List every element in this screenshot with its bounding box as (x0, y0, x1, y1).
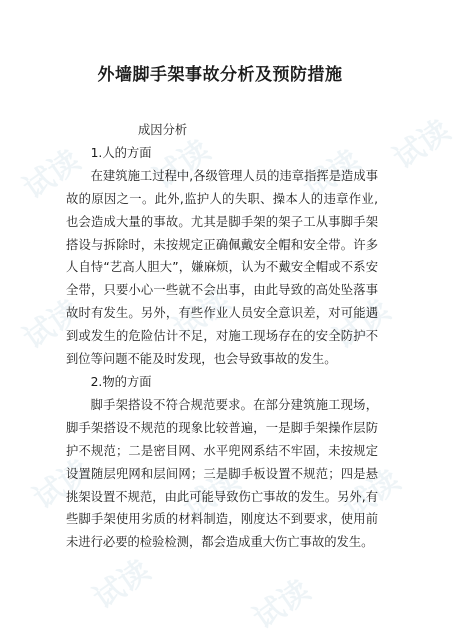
watermark-stamp: 试读 (17, 293, 87, 357)
section-paragraph-2: 脚手架搭设不符合规范要求。在部分建筑施工现场，脚手架搭设不规范的现象比较普遍，一是脚手架操作层防护不规范；二是密目网、水平兜网系结不牢固，未按规定设置随层兜网和层间网；三是脚手板设置不规范；四是悬挑架设置不规范，由此可能导致伤亡事故的发生。另外,有些脚手架使用劣质的材料制造，刚度达不到要求，使用前未进行必要的检验检测，都会造成重大伤亡事故的发生。 (66, 397, 378, 550)
watermark-stamp: 试读 (87, 553, 157, 617)
subtitle: 成因分析 (138, 123, 188, 137)
document-body (66, 119, 378, 554)
section-heading-1: 1.人的方面 (90, 145, 152, 160)
watermark-stamp: 试读 (167, 283, 237, 347)
section-paragraph-1: 在建筑施工过程中,各级管理人员的违章指挥是造成事故的原因之一。此外,监护人的失职、操本人的违章作业,也会造成大量的事故。尤其是脚手架的架子工从事脚手架搭设与拆除时，未按规定正确佩戴安全帽和安全带。许多人自恃“艺高人胆大”，嫌麻烦，认为不戴安全帽或不系安全带，只要小心一些就不会出事，由此导致的高处坠落事故时有发生。另外，有些作业人员安全意识差，对可能遇到或发生的危险估计不足，对施工现场存在的安全防护不到位等问题不能及时发现，也会导致事故的发生。 (66, 168, 378, 367)
watermark-stamp: 试读 (327, 293, 397, 357)
watermark-stamp: 试读 (247, 573, 317, 637)
watermark-stamp: 试读 (337, 463, 407, 527)
watermark-stamp: 试读 (297, 143, 367, 207)
watermark-stamp: 试读 (27, 453, 97, 517)
watermark-stamp: 试读 (17, 143, 87, 207)
section-heading-2: 2.物的方面 (90, 374, 152, 389)
watermark-stamp: 试读 (387, 113, 457, 177)
watermark-stamp: 试读 (147, 133, 217, 197)
document-title: 外墙脚手架事故分析及预防措施 (97, 65, 343, 85)
watermark-stamp: 试读 (177, 463, 247, 527)
